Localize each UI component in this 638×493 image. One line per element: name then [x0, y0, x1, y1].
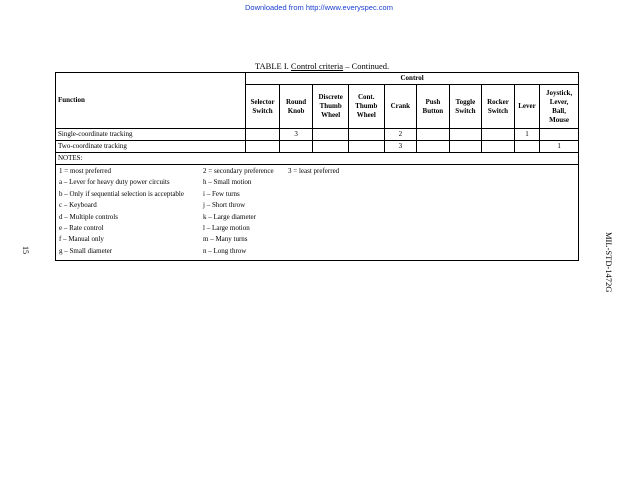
- column-header-toggle-switch: Toggle Switch: [449, 85, 482, 129]
- note-line: [59, 247, 575, 258]
- table-cell: [246, 129, 280, 141]
- table-cell: [313, 129, 349, 141]
- notes-title: NOTES:: [56, 153, 579, 165]
- note-line: [59, 201, 575, 212]
- table-row: [56, 141, 579, 153]
- column-header-cont-thumb-wheel: Cont. Thumb Wheel: [348, 85, 384, 129]
- note-text: 2 = secondary preference: [203, 167, 274, 175]
- title-suffix: – Continued.: [343, 61, 390, 71]
- document-id: MIL-STD-1472G: [604, 232, 614, 293]
- note-text: j – Short throw: [203, 201, 246, 210]
- control-criteria-table: [55, 72, 579, 261]
- note-line: [59, 190, 575, 201]
- notes-body-row: [56, 165, 579, 261]
- column-header-crank: Crank: [384, 85, 417, 129]
- table-cell: [514, 141, 539, 153]
- note-text: c – Keyboard: [59, 201, 97, 210]
- column-header-joystick-lever-ball-mouse: Joystick, Lever, Ball, Mouse: [540, 85, 579, 129]
- notes-title-row: [56, 153, 579, 165]
- note-text: i – Few turns: [203, 189, 240, 198]
- control-group-header: Control: [246, 73, 579, 85]
- table-row: [56, 129, 579, 141]
- note-text: 1 = most preferred: [59, 167, 111, 175]
- note-line: [59, 167, 575, 178]
- table-cell: [449, 129, 482, 141]
- note-line: [59, 235, 575, 246]
- note-text: k – Large diameter: [203, 212, 256, 221]
- notes-list: [56, 165, 579, 261]
- row-label: Two-coordinate tracking: [56, 141, 246, 153]
- table-cell: 1: [540, 141, 579, 153]
- table-body: [56, 129, 579, 261]
- function-header: Function: [56, 73, 246, 129]
- page-number: 15: [21, 246, 30, 254]
- table-cell: [417, 141, 450, 153]
- column-header-lever: Lever: [514, 85, 539, 129]
- table-cell: [313, 141, 349, 153]
- table-cell: [348, 141, 384, 153]
- note-text: f – Manual only: [59, 235, 104, 244]
- title-prefix: TABLE I.: [255, 61, 291, 71]
- table-title: [255, 61, 389, 71]
- note-text: a – Lever for heavy duty power circuits: [59, 178, 170, 187]
- note-text: 3 = least preferred: [288, 167, 340, 175]
- title-underlined: Control criteria: [290, 61, 344, 71]
- table-cell: [482, 129, 515, 141]
- download-link[interactable]: Downloaded from http://www.everyspec.com: [245, 3, 393, 12]
- table-cell: 2: [384, 129, 417, 141]
- group-header-row: [56, 73, 579, 85]
- note-text: d – Multiple controls: [59, 212, 118, 221]
- table-cell: [279, 141, 313, 153]
- note-text: l – Large motion: [203, 223, 250, 232]
- table-cell: 1: [514, 129, 539, 141]
- table-cell: [449, 141, 482, 153]
- table-cell: [417, 129, 450, 141]
- note-line: [59, 178, 575, 189]
- note-text: h – Small motion: [203, 178, 252, 187]
- note-text: n – Long throw: [203, 246, 247, 255]
- note-text: g – Small diameter: [59, 246, 113, 255]
- column-header-round-knob: Round Knob: [279, 85, 313, 129]
- table-cell: 3: [384, 141, 417, 153]
- note-line: [59, 213, 575, 224]
- column-header-rocker-switch: Rocker Switch: [482, 85, 515, 129]
- column-header-selector-switch: Selector Switch: [246, 85, 280, 129]
- column-header-push-button: Push Button: [417, 85, 450, 129]
- table-cell: 3: [279, 129, 313, 141]
- note-text: b – Only if sequential selection is acceptable: [59, 189, 184, 198]
- note-text: e – Rate control: [59, 223, 104, 232]
- note-text: m – Many turns: [203, 235, 248, 244]
- table-cell: [540, 129, 579, 141]
- row-label: Single-coordinate tracking: [56, 129, 246, 141]
- table-cell: [348, 129, 384, 141]
- table-cell: [482, 141, 515, 153]
- column-header-discrete-thumb-wheel: Discrete Thumb Wheel: [313, 85, 349, 129]
- note-line: [59, 224, 575, 235]
- table-cell: [246, 141, 280, 153]
